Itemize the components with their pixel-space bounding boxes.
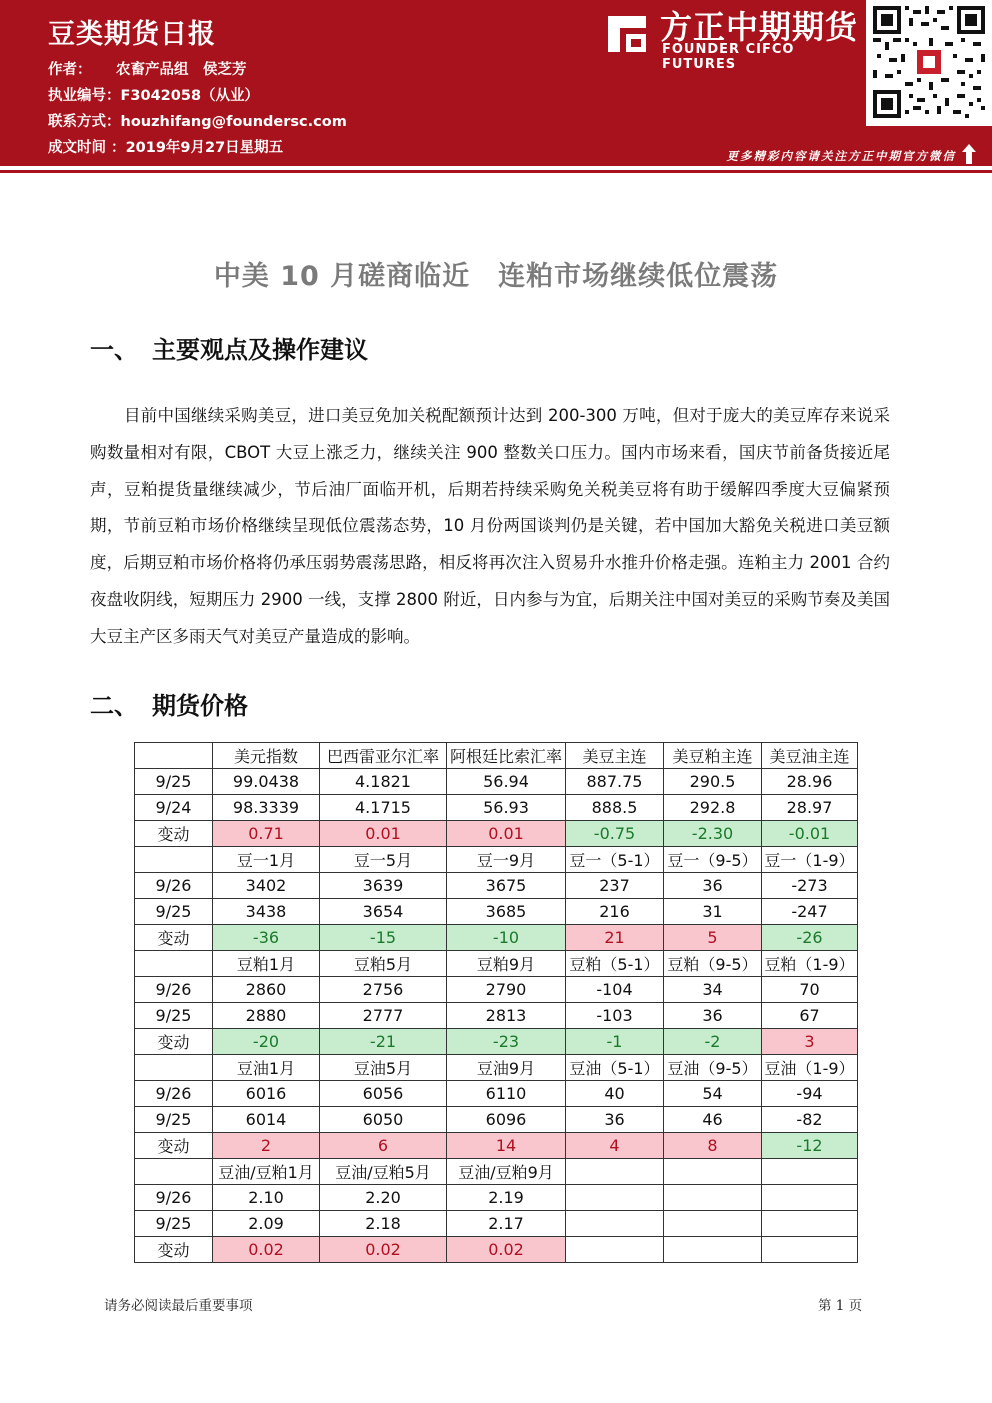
change-row — [135, 1029, 858, 1055]
column-header: 豆一9月 — [447, 847, 566, 873]
table-row — [135, 1081, 858, 1107]
table-cell: 0.71 — [213, 821, 320, 847]
table-cell: -104 — [566, 977, 664, 1003]
column-header: 美豆主连 — [566, 743, 664, 769]
column-header — [664, 1159, 762, 1185]
row-label: 9/26 — [135, 977, 213, 1003]
column-header: 豆油（5-1） — [566, 1055, 664, 1081]
table-cell: 40 — [566, 1081, 664, 1107]
column-header: 豆粕9月 — [447, 951, 566, 977]
table-row — [135, 1107, 858, 1133]
table-cell: 14 — [447, 1133, 566, 1159]
date-value: 2019年9月27日星期五 — [125, 140, 284, 156]
table-cell: -36 — [213, 925, 320, 951]
column-header — [135, 847, 213, 873]
table-cell: 3639 — [320, 873, 447, 899]
row-label: 9/26 — [135, 1185, 213, 1211]
table-row — [135, 899, 858, 925]
column-header: 豆油/豆粕5月 — [320, 1159, 447, 1185]
table-cell: 2.09 — [213, 1211, 320, 1237]
table-cell: 292.8 — [664, 795, 762, 821]
license-line — [48, 84, 259, 105]
table-cell: -103 — [566, 1003, 664, 1029]
table-cell: 6096 — [447, 1107, 566, 1133]
table-row — [135, 873, 858, 899]
wechat-follow-text — [726, 144, 976, 164]
column-header: 豆油（9-5） — [664, 1055, 762, 1081]
author-label: 作者： — [48, 62, 92, 78]
table-cell: 216 — [566, 899, 664, 925]
table-cell: 2.10 — [213, 1185, 320, 1211]
table-cell: 46 — [664, 1107, 762, 1133]
table-cell: 0.02 — [320, 1237, 447, 1263]
table-cell: -0.01 — [762, 821, 858, 847]
table-cell: 36 — [664, 873, 762, 899]
logo-english-name: FOUNDER CIFCO FUTURES — [662, 42, 795, 72]
table-cell: 3685 — [447, 899, 566, 925]
contact-label: 联系方式： — [48, 114, 121, 130]
author-line — [48, 58, 247, 79]
report-title: 豆类期货日报 — [48, 19, 216, 50]
row-label: 9/25 — [135, 1211, 213, 1237]
section-heading-views — [90, 330, 368, 365]
table-cell — [566, 1211, 664, 1237]
report-header — [0, 0, 992, 166]
row-label: 变动 — [135, 925, 213, 951]
author-value: 农畜产品组 侯芝芳 — [116, 62, 247, 78]
table-cell: 3438 — [213, 899, 320, 925]
price-table-body — [135, 743, 858, 1263]
table-cell: 6014 — [213, 1107, 320, 1133]
table-cell: 56.94 — [447, 769, 566, 795]
table-cell: 98.3339 — [213, 795, 320, 821]
table-cell: 28.96 — [762, 769, 858, 795]
wechat-follow-label: 更多精彩内容请关注方正中期官方微信 — [726, 149, 956, 163]
table-header-row — [135, 847, 858, 873]
contact-line — [48, 110, 347, 131]
section-title: 主要观点及操作建议 — [152, 336, 368, 364]
qr-code — [866, 0, 992, 126]
table-cell: 4.1821 — [320, 769, 447, 795]
company-logo — [590, 0, 865, 78]
section-number: 一、 — [90, 336, 138, 364]
table-cell: 2 — [213, 1133, 320, 1159]
table-cell: 6056 — [320, 1081, 447, 1107]
paragraph-text: 目前中国继续采购美豆，进口美豆免加关税配额预计达到 200-300 万吨，但对于庞大的美豆库存来说采购数量相对有限，CBOT 大豆上涨乏力，继续关注 900 整数关口压力。国内市场来看，国庆节前备货接近尾声，豆粕提货量继续减少，节后油厂面临开机，后期若持续采购免关税美豆将有助于缓解四季度大豆偏紧预期，节前豆粕市场价格继续呈现低位震荡态势，10 月份两国谈判仍是关键，若中国加大豁免关税进口美豆额度，后期豆粕市场价格将仍承压弱势震荡思路，相反将再次注入贸易升水推升价格走强。连粕主力 2001 合约夜盘收阴线，短期压力 2900 一线，支撑 2800 附近，日内参与为宜，后期关注中国对美豆的采购节奏及美国大豆主产区多雨天气对美豆产量造成的影响。 — [90, 406, 890, 646]
table-row — [135, 1211, 858, 1237]
column-header: 豆粕（9-5） — [664, 951, 762, 977]
license-value: F3042058（从业） — [120, 88, 260, 104]
column-header: 豆一（1-9） — [762, 847, 858, 873]
table-cell: 99.0438 — [213, 769, 320, 795]
table-cell: 34 — [664, 977, 762, 1003]
table-cell: 5 — [664, 925, 762, 951]
header-divider — [0, 166, 992, 178]
column-header: 美豆油主连 — [762, 743, 858, 769]
table-cell: 3 — [762, 1029, 858, 1055]
column-header: 美元指数 — [213, 743, 320, 769]
column-header — [135, 1159, 213, 1185]
date-label: 成文时间 ： — [48, 140, 126, 156]
table-cell: 3654 — [320, 899, 447, 925]
table-cell: -20 — [213, 1029, 320, 1055]
change-row — [135, 821, 858, 847]
row-label: 9/25 — [135, 1003, 213, 1029]
table-cell: 6110 — [447, 1081, 566, 1107]
table-cell: 2756 — [320, 977, 447, 1003]
page-number: 第 1 页 — [818, 1298, 863, 1314]
row-label: 9/26 — [135, 1081, 213, 1107]
table-cell: 28.97 — [762, 795, 858, 821]
contact-email[interactable]: houzhifang@foundersc.com — [120, 114, 347, 130]
table-cell: 887.75 — [566, 769, 664, 795]
table-cell — [566, 1185, 664, 1211]
table-cell: 70 — [762, 977, 858, 1003]
column-header: 豆粕5月 — [320, 951, 447, 977]
table-cell: 6050 — [320, 1107, 447, 1133]
column-header: 豆一1月 — [213, 847, 320, 873]
column-header: 豆粕（1-9） — [762, 951, 858, 977]
table-cell: 888.5 — [566, 795, 664, 821]
table-cell: 31 — [664, 899, 762, 925]
table-cell: -94 — [762, 1081, 858, 1107]
table-row — [135, 1003, 858, 1029]
table-cell: 56.93 — [447, 795, 566, 821]
table-cell: 2.19 — [447, 1185, 566, 1211]
column-header — [566, 1159, 664, 1185]
row-label: 变动 — [135, 1133, 213, 1159]
table-row — [135, 977, 858, 1003]
table-cell: -12 — [762, 1133, 858, 1159]
date-line — [48, 136, 283, 157]
table-cell: -21 — [320, 1029, 447, 1055]
table-cell: 2813 — [447, 1003, 566, 1029]
column-header: 豆一5月 — [320, 847, 447, 873]
column-header — [762, 1159, 858, 1185]
row-label: 9/25 — [135, 769, 213, 795]
section-number: 二、 — [90, 692, 138, 720]
row-label: 变动 — [135, 1029, 213, 1055]
table-cell: 2880 — [213, 1003, 320, 1029]
table-cell — [664, 1237, 762, 1263]
table-cell: 3402 — [213, 873, 320, 899]
table-cell: 4.1715 — [320, 795, 447, 821]
table-cell: 2790 — [447, 977, 566, 1003]
table-cell: -0.75 — [566, 821, 664, 847]
table-cell: 0.01 — [320, 821, 447, 847]
column-header: 阿根廷比索汇率 — [447, 743, 566, 769]
column-header: 美豆粕主连 — [664, 743, 762, 769]
table-cell: -23 — [447, 1029, 566, 1055]
row-label: 变动 — [135, 821, 213, 847]
column-header: 豆油1月 — [213, 1055, 320, 1081]
footer-notice: 请务必阅读最后重要事项 — [104, 1298, 253, 1314]
table-header-row — [135, 1055, 858, 1081]
column-header: 豆粕1月 — [213, 951, 320, 977]
table-cell: 2.17 — [447, 1211, 566, 1237]
table-cell: -15 — [320, 925, 447, 951]
column-header: 豆一（9-5） — [664, 847, 762, 873]
table-cell — [664, 1185, 762, 1211]
table-cell — [762, 1185, 858, 1211]
table-cell: 0.01 — [447, 821, 566, 847]
logo-chinese-name: 方正中期期货 — [660, 8, 859, 46]
table-cell — [566, 1237, 664, 1263]
column-header — [135, 1055, 213, 1081]
table-cell: 4 — [566, 1133, 664, 1159]
futures-price-table — [134, 742, 858, 1263]
table-cell: -10 — [447, 925, 566, 951]
table-cell — [762, 1211, 858, 1237]
table-cell: 237 — [566, 873, 664, 899]
qr-code-icon — [873, 6, 985, 118]
table-row — [135, 769, 858, 795]
column-header: 巴西雷亚尔汇率 — [320, 743, 447, 769]
analysis-paragraph — [90, 398, 890, 656]
row-label: 9/26 — [135, 873, 213, 899]
row-label: 变动 — [135, 1237, 213, 1263]
section-heading-prices — [90, 686, 248, 721]
change-row — [135, 1133, 858, 1159]
table-cell: -26 — [762, 925, 858, 951]
column-header: 豆油9月 — [447, 1055, 566, 1081]
table-cell — [762, 1237, 858, 1263]
column-header: 豆粕（5-1） — [566, 951, 664, 977]
column-header: 豆一（5-1） — [566, 847, 664, 873]
table-cell: -82 — [762, 1107, 858, 1133]
table-cell: 2860 — [213, 977, 320, 1003]
column-header — [135, 743, 213, 769]
column-header: 豆油/豆粕9月 — [447, 1159, 566, 1185]
table-header-row — [135, 951, 858, 977]
table-cell: 3675 — [447, 873, 566, 899]
section-title: 期货价格 — [152, 692, 248, 720]
table-cell: 6016 — [213, 1081, 320, 1107]
table-cell: 21 — [566, 925, 664, 951]
table-cell: 2.20 — [320, 1185, 447, 1211]
table-cell: 0.02 — [213, 1237, 320, 1263]
table-cell: 8 — [664, 1133, 762, 1159]
row-label: 9/25 — [135, 1107, 213, 1133]
table-cell: 2777 — [320, 1003, 447, 1029]
license-label: 执业编号： — [48, 88, 121, 104]
table-cell: 67 — [762, 1003, 858, 1029]
column-header — [135, 951, 213, 977]
table-cell: 2.18 — [320, 1211, 447, 1237]
table-row — [135, 795, 858, 821]
table-cell: -2.30 — [664, 821, 762, 847]
table-cell: -273 — [762, 873, 858, 899]
row-label: 9/25 — [135, 899, 213, 925]
table-cell: -2 — [664, 1029, 762, 1055]
table-header-row — [135, 743, 858, 769]
change-row — [135, 925, 858, 951]
logo-mark-icon — [604, 12, 650, 56]
table-cell: 36 — [566, 1107, 664, 1133]
column-header: 豆油/豆粕1月 — [213, 1159, 320, 1185]
table-cell: 290.5 — [664, 769, 762, 795]
row-label: 9/24 — [135, 795, 213, 821]
table-header-row — [135, 1159, 858, 1185]
change-row — [135, 1237, 858, 1263]
table-cell: 0.02 — [447, 1237, 566, 1263]
column-header: 豆油5月 — [320, 1055, 447, 1081]
table-cell: -1 — [566, 1029, 664, 1055]
column-header: 豆油（1-9） — [762, 1055, 858, 1081]
table-cell — [664, 1211, 762, 1237]
table-cell: 54 — [664, 1081, 762, 1107]
article-title: 中美 10 月磋商临近 连粕市场继续低位震荡 — [213, 261, 779, 292]
table-cell: -247 — [762, 899, 858, 925]
table-cell: 6 — [320, 1133, 447, 1159]
table-row — [135, 1185, 858, 1211]
table-cell: 36 — [664, 1003, 762, 1029]
arrow-up-icon — [962, 144, 976, 164]
